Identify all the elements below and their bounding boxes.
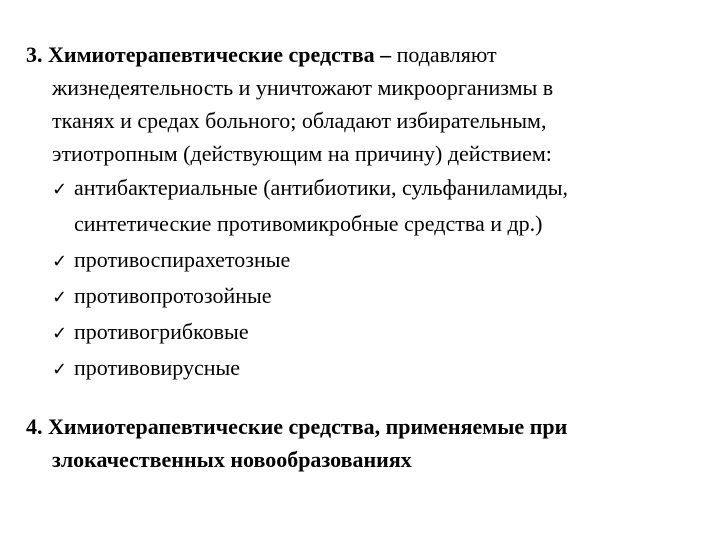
checkmark-icon: ✓	[52, 287, 68, 308]
checkmark-icon: ✓	[52, 323, 68, 344]
item-3-text-0: подавляют	[396, 42, 497, 67]
subitem-antiprotozoal	[26, 278, 716, 314]
subitem-antispirochetal	[26, 242, 716, 278]
item-3-first-line	[26, 38, 716, 71]
item-3-title: Химиотерапевтические средства –	[48, 42, 392, 67]
subitem-antibacterial	[26, 170, 716, 206]
item-3-text-2: тканях и средах больного; обладают избирательным,	[52, 108, 547, 133]
checkmark-icon: ✓	[52, 359, 68, 380]
subitem-label: противогрибковые	[74, 319, 249, 344]
item-4-number: 4.	[26, 414, 43, 439]
item-3	[26, 38, 716, 386]
subitem-label: противопротозойные	[74, 283, 272, 308]
item-3-text-1: жизнедеятельность и уничтожают микроорганизмы в	[52, 75, 554, 100]
item-3-number: 3.	[26, 42, 43, 67]
item-4	[26, 410, 716, 476]
item-4-title-continuation: злокачественных новообразованиях	[52, 447, 412, 472]
subitem-label: антибактериальные (антибиотики, сульфаниламиды,	[74, 175, 569, 200]
subitem-antifungal	[26, 314, 716, 350]
item-4-first-line	[26, 410, 716, 443]
item-4-title: Химиотерапевтические средства, применяемые при	[48, 414, 568, 439]
checkmark-icon: ✓	[52, 179, 68, 200]
subitem-label: противоспирахетозные	[74, 247, 291, 272]
item-3-text-3: этиотропным (действующим на причину) действием:	[52, 141, 552, 166]
subitem-list	[26, 170, 716, 386]
subitem-antibacterial-continuation: синтетические противомикробные средства и др.)	[74, 211, 543, 236]
subitem-label: противовирусные	[74, 355, 241, 380]
checkmark-icon: ✓	[52, 251, 68, 272]
subitem-antiviral	[26, 350, 716, 386]
